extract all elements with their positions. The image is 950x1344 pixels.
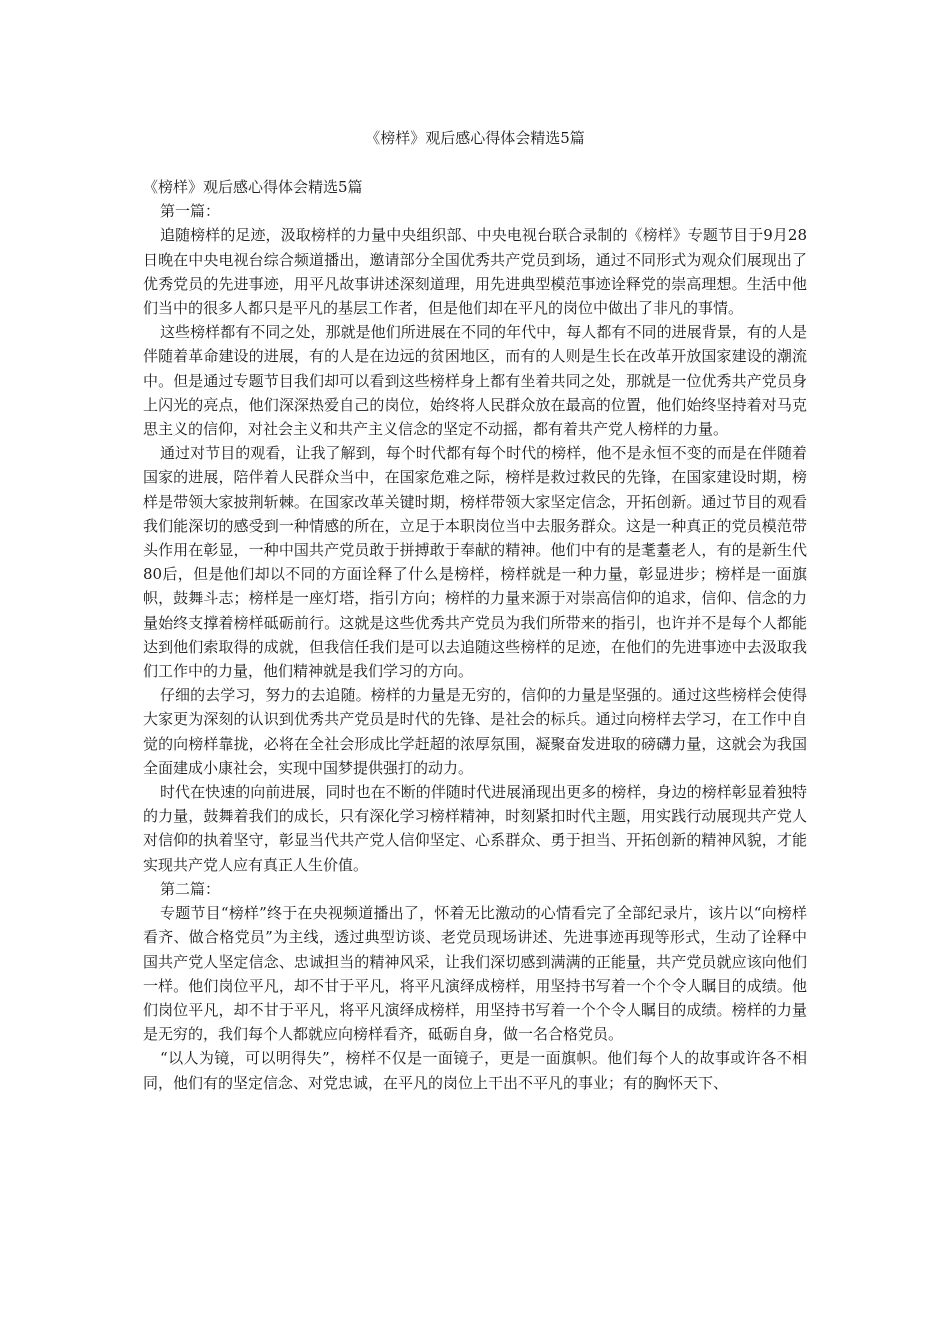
paragraph: 追随榜样的足迹，汲取榜样的力量中央组织部、中央电视台联合录制的《榜样》专题节目于9月28日晚在中央电视台综合频道播出，邀请部分全国优秀共产党员到场，通过不同形式为观众们展现出了优秀党员的先进事迹，用平凡故事讲述深刻道理，用先进典型模范事迹诠释党的崇高理想。生活中他们当中的很多人都只是平凡的基层工作者，但是他们却在平凡的岗位中做出了非凡的事情。 (143, 226, 807, 318)
paragraph: 时代在快速的向前进展，同时也在不断的伴随时代进展涌现出更多的榜样，身边的榜样彰显着独特的力量，鼓舞着我们的成长，只有深化学习榜样精神，时刻紧扣时代主题，用实践行动展现共产党人对信仰的执着坚守，彰显当代共产党人信仰坚定、心系群众、勇于担当、开拓创新的精神风貌，才能实现共产党人应有真正人生价值。 (143, 783, 807, 874)
document-subtitle: 《榜样》观后感心得体会精选5篇 (143, 178, 363, 196)
document-body (143, 175, 807, 1095)
section-heading-2: 第二篇： (160, 879, 221, 898)
section-heading-1: 第一篇： (160, 202, 221, 221)
paragraph: 专题节目“榜样”终于在央视频道播出了，怀着无比激动的心情看完了全部纪录片，该片以“向榜样看齐、做合格党员”为主线，透过典型访谈、老党员现场讲述、先进事迹再现等形式，生动了诠释中国共产党人坚定信念、忠诚担当的精神风采，让我们深切感到满满的正能量，共产党员就应该向他们一样。他们岗位平凡，却不甘于平凡，将平凡演绎成榜样，用坚持书写着一个个令人瞩目的成绩。他们岗位平凡，却不甘于平凡，将平凡演绎成榜样，用坚持书写着一个个令人瞩目的成绩。榜样的力量是无穷的，我们每个人都就应向榜样看齐，砥砺自身，做一名合格党员。 (143, 904, 807, 1044)
document-title: 《榜样》观后感心得体会精选5篇 (365, 129, 585, 147)
paragraph: 通过对节目的观看，让我了解到，每个时代都有每个时代的榜样，他不是永恒不变的而是在伴随着国家的进展，陪伴着人民群众当中，在国家危难之际，榜样是救过救民的先锋，在国家建设时期，榜样是带领大家披荆斩棘。在国家改革关键时期，榜样带领大家坚定信念，开拓创新。通过节目的观看我们能深切的感受到一种情感的所在，立足于本职岗位当中去服务群众。这是一种真正的党员模范带头作用在彰显，一种中国共产党员敢于拼搏敢于奉献的精神。他们中有的是耄耋老人，有的是新生代80后，但是他们却以不同的方面诠释了什么是榜样，榜样就是一种力量，彰显进步；榜样是一面旗帜，鼓舞斗志；榜样是一座灯塔，指引方向；榜样的力量来源于对崇高信仰的追求，信仰、信念的力量始终支撑着榜样砥砺前行。这就是这些优秀共产党员为我们所带来的指引，也许并不是每个人都能达到他们索取得的成就，但我信任我们是可以去追随这些榜样的足迹，在他们的先进事迹中去汲取我们工作中的力量，他们精神就是我们学习的方向。 (143, 444, 807, 681)
paragraph: 这些榜样都有不同之处，那就是他们所进展在不同的年代中，每人都有不同的进展背景，有的人是伴随着革命建设的进展，有的人是在边远的贫困地区，而有的人则是生长在改革开放国家建设的潮流中。但是通过专题节目我们却可以看到这些榜样身上都有坐着共同之处，那就是一位优秀共产党员身上闪光的亮点，他们深深热爱自己的岗位，始终将人民群众放在最高的位置，他们始终坚持着对马克思主义的信仰，对社会主义和共产主义信念的坚定不动摇，都有着共产党人榜样的力量。 (143, 323, 807, 439)
paragraph: 仔细的去学习，努力的去追随。榜样的力量是无穷的，信仰的力量是坚强的。通过这些榜样会使得大家更为深刻的认识到优秀共产党员是时代的先锋、是社会的标兵。通过向榜样去学习，在工作中自觉的向榜样靠拢，必将在全社会形成比学赶超的浓厚氛围，凝聚奋发进取的磅礴力量，这就会为我国全面建成小康社会，实现中国梦提供强打的动力。 (143, 686, 807, 777)
paragraph: “以人为镜，可以明得失”，榜样不仅是一面镜子，更是一面旗帜。他们每个人的故事或许各不相同，他们有的坚定信念、对党忠诚，在平凡的岗位上干出不平凡的事业；有的胸怀天下、 (143, 1049, 807, 1092)
